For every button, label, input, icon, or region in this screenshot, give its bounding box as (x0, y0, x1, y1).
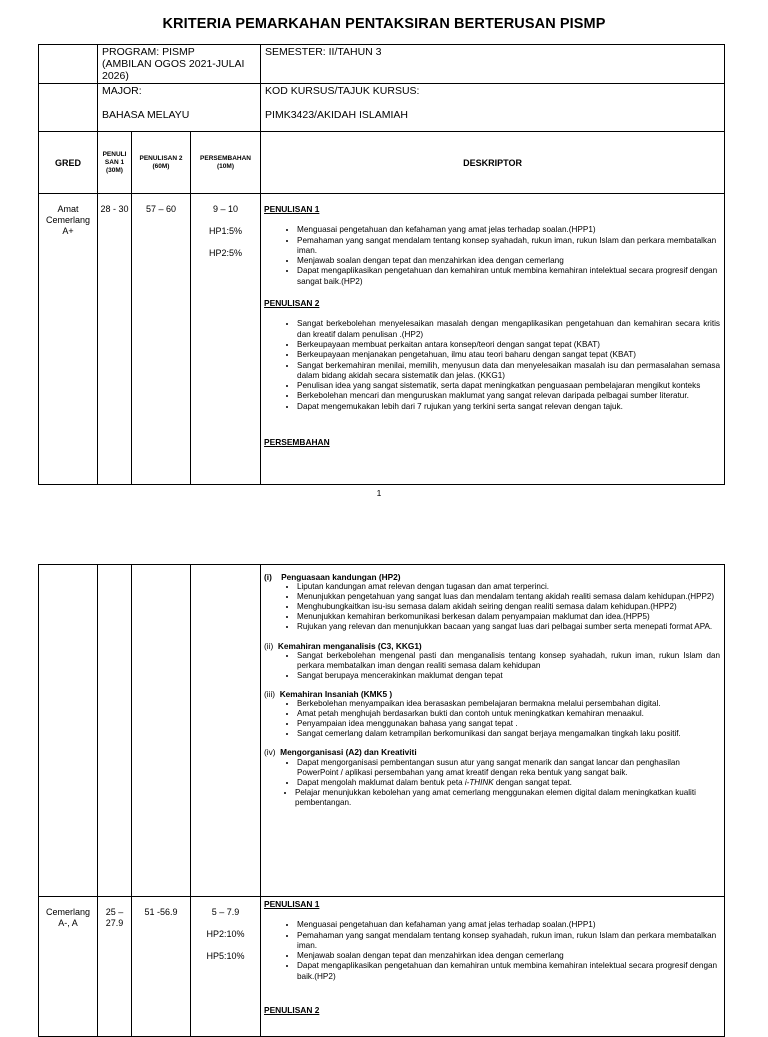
criterion-title: Penguasaan kandungan (HP2) (281, 572, 401, 582)
major-value: BAHASA MELAYU (102, 109, 190, 121)
score-p2-a: 51 -56.9 (132, 897, 191, 1037)
section-penulisan2: PENULISAN 2 (264, 1005, 320, 1016)
list-item: • Berkeupayaan membuat perkaitan antara konsep/teori dengan sangat tepat (KBAT) (297, 340, 720, 350)
list-item: • Berkebolehan mencari dan menguruskan maklumat yang sangat relevan daripada pelbagai sumber literatur. (297, 391, 720, 401)
pers-hp1: HP1:5% (209, 226, 243, 236)
pers-range: 5 – 7.9 (211, 907, 240, 917)
criterion-number: (i) (264, 572, 272, 582)
kod-cell (261, 84, 725, 132)
list-item: • Pelajar menunjukkan kebolehan yang amat cemerlang menggunakan elemen digital dalam meningkatkan kualiti pembentangan. (295, 788, 720, 808)
major-label: MAJOR: (102, 85, 142, 97)
document-title: KRITERIA PEMARKAHAN PENTAKSIRAN BERTERUSAN PISMP (162, 16, 606, 32)
pers-hp2: HP2:5% (209, 248, 243, 258)
criterion-title: Kemahiran menganalisis (C3, KKG1) (277, 640, 422, 651)
penulisan2-list (264, 319, 720, 412)
criterion-list (264, 699, 720, 739)
score-pers-a (191, 897, 261, 1037)
criterion-heading (264, 572, 720, 582)
criterion-list (264, 758, 720, 788)
semester-text: SEMESTER: II/TAHUN 3 (265, 46, 382, 58)
list-item: • Menjawab soalan dengan tepat dan menzahirkan idea dengan cemerlang (297, 951, 720, 961)
empty-cell (39, 45, 98, 84)
list-item: • Penulisan idea yang sangat sistematik, serta dapat meningkatkan penguasaan pembelajaran mengikut konteks (297, 381, 720, 391)
list-item: • Sangat berkebolehan menyelesaikan masalah dengan mengaplikasikan pengetahuan dan kemahiran secara kritis dan kreatif dalam penulisan .(HP2) (297, 319, 720, 340)
persembahan-descriptor (261, 565, 725, 897)
score-p2-aplus: 57 – 60 (132, 194, 191, 485)
list-item: • Pemahaman yang sangat mendalam tentang konsep syahadah, rukun iman, rukun Islam dan perkara membatalkan iman. (297, 236, 720, 257)
criterion-list (264, 788, 720, 808)
major-cell (98, 84, 261, 132)
col-deskriptor: DESKRIPTOR (261, 132, 725, 194)
empty-cell (98, 565, 132, 897)
list-item: • Menguasai pengetahuan dan kefahaman yang amat jelas terhadap soalan.(HPP1) (297, 225, 720, 235)
list-item: • Menunjukkan kemahiran berkomunikasi berkesan dalam penyampaian maklumat dan idea.(HPP5) (297, 612, 720, 622)
pers-hp5: HP5:10% (206, 951, 245, 961)
list-item: • Dapat mengemukakan lebih dari 7 rujukan yang terkini serta sangat relevan dengan tajuk. (297, 402, 720, 412)
col-penulisan1: PENULI SAN 1 (30M) (98, 132, 132, 194)
score-p1-a: 25 – 27.9 (98, 897, 132, 1037)
list-item: • Menghubungkaitkan isu-isu semasa dalam akidah seiring dengan realiti semasa dalam kehidupan.(HPP2) (297, 602, 720, 612)
pers-range: 9 – 10 (213, 204, 239, 214)
col-gred: GRED (39, 132, 98, 194)
grade-aplus: Amat Cemerlang A+ (39, 194, 98, 485)
text-run: dengan sangat tepat. (493, 777, 572, 787)
list-item: • Amat petah menghujah berdasarkan bukti dan contoh untuk meningkatkan kemahiran menaakul. (297, 709, 720, 719)
list-item: • Pemahaman yang sangat mendalam tentang konsep syahadah, rukun iman, rukun Islam dan perkara membatalkan iman. (297, 931, 720, 952)
list-item: • Sangat berupaya mencerakinkan maklumat dengan tepat (297, 671, 720, 681)
section-penulisan2: PENULISAN 2 (264, 298, 320, 309)
criterion-heading (264, 641, 720, 651)
criterion-list (264, 651, 720, 681)
criterion-number: (iv) (264, 747, 276, 758)
criteria-table-page2 (38, 564, 725, 1037)
section-penulisan1: PENULISAN 1 (264, 204, 320, 214)
list-item: • Dapat mengaplikasikan pengetahuan dan kemahiran untuk membina kemahiran intelektual secara progresif dengan sangat baik.(HP2) (297, 266, 720, 287)
criteria-table-page1 (38, 44, 725, 485)
empty-cell (132, 565, 191, 897)
list-item: • Berkeupayaan menjanakan pengetahuan, ilmu atau teori baharu dengan sangat tepat (KBAT) (297, 350, 720, 360)
program-cell (98, 45, 261, 84)
empty-cell (191, 565, 261, 897)
list-item: • Liputan kandungan amat relevan dengan tugasan dan amat terperinci. (297, 582, 720, 592)
kod-value: PIMK3423/AKIDAH ISLAMIAH (265, 109, 409, 121)
criterion-heading (264, 747, 720, 757)
semester-cell (261, 45, 725, 84)
list-item: • Penyampaian idea menggunakan bahasa yang sangat tepat . (297, 719, 720, 729)
list-item: • Dapat mengorganisasi pembentangan susun atur yang sangat menarik dan sangat lancar dan penghasilan PowerPoint / aplikasi persembahan yang amat kreatif dengan reka bentuk yang sangat baik. (297, 758, 720, 778)
program-text: PROGRAM: PISMP (AMBILAN OGOS 2021-JULAI 2026) (102, 46, 245, 82)
criterion-title: Mengorganisasi (A2) dan Kreativiti (280, 747, 417, 758)
kod-label: KOD KURSUS/TAJUK KURSUS: (265, 85, 420, 97)
section-penulisan1: PENULISAN 1 (264, 899, 320, 909)
text-run: Dapat mengolah maklumat dalam bentuk peta (297, 777, 465, 787)
penulisan1-list (264, 225, 720, 287)
penulisan1-list (264, 920, 720, 982)
list-item: • Menjawab soalan dengan tepat dan menzahirkan idea dengan cemerlang (297, 256, 720, 266)
list-item: • Sangat cemerlang dalam ketrampilan berkomunikasi dan sangat berjaya mengamalkan tingkah laku positif. (297, 729, 720, 739)
list-item: • Berkebolehan menyampaikan idea berasaskan pembelajaran bermakna melalui persembahan digital. (297, 699, 720, 709)
descriptor-a (261, 897, 725, 1037)
criterion-heading (264, 689, 720, 699)
list-item (297, 778, 720, 788)
score-p1-aplus: 28 - 30 (98, 194, 132, 485)
col-penulisan2: PENULISAN 2 (60M) (132, 132, 191, 194)
criterion-list (264, 582, 720, 632)
criterion-number: (ii) (264, 640, 274, 651)
page-number: 1 (376, 488, 382, 498)
list-item: • Menunjukkan pengetahuan yang sangat luas dan mendalam tentang akidah realiti semasa dalam kehidupan.(HPP2) (297, 592, 720, 602)
list-item: • Dapat mengaplikasikan pengetahuan dan kemahiran untuk membina kemahiran intelektual secara progresif dengan baik.(HP2) (297, 961, 720, 982)
score-pers-aplus (191, 194, 261, 485)
section-persembahan: PERSEMBAHAN (264, 437, 330, 448)
grade-a: Cemerlang A-, A (39, 897, 98, 1037)
list-item: • Sangat berkebolehan mengenal pasti dan menganalisis tentang konsep syahadah, rukun iman, rukun Islam dan perkara membatalkan iman dengan realiti semasa dalam kehidupan (297, 651, 720, 671)
criterion-title: Kemahiran Insaniah (KMK5 ) (279, 688, 393, 699)
list-item: • Sangat berkemahiran menilai, memilih, menyusun data dan menyelesaikan masalah isu dan permasalahan semasa dalam bidang akidah secara sistematik dan jelas. (KKG1) (297, 361, 720, 382)
pers-hp2: HP2:10% (206, 929, 245, 939)
empty-cell (39, 84, 98, 132)
criterion-number: (iii) (264, 688, 276, 699)
descriptor-aplus (261, 194, 725, 485)
list-item: • Rujukan yang relevan dan menunjukkan bacaan yang sangat luas dari pelbagai sumber serta menepati format APA. (297, 622, 720, 632)
list-item: • Menguasai pengetahuan dan kefahaman yang amat jelas terhadap soalan.(HPP1) (297, 920, 720, 930)
empty-cell (39, 565, 98, 897)
text-run-italic: i-THINK (464, 777, 494, 787)
col-persembahan: PERSEMBAHAN (10M) (191, 132, 261, 194)
